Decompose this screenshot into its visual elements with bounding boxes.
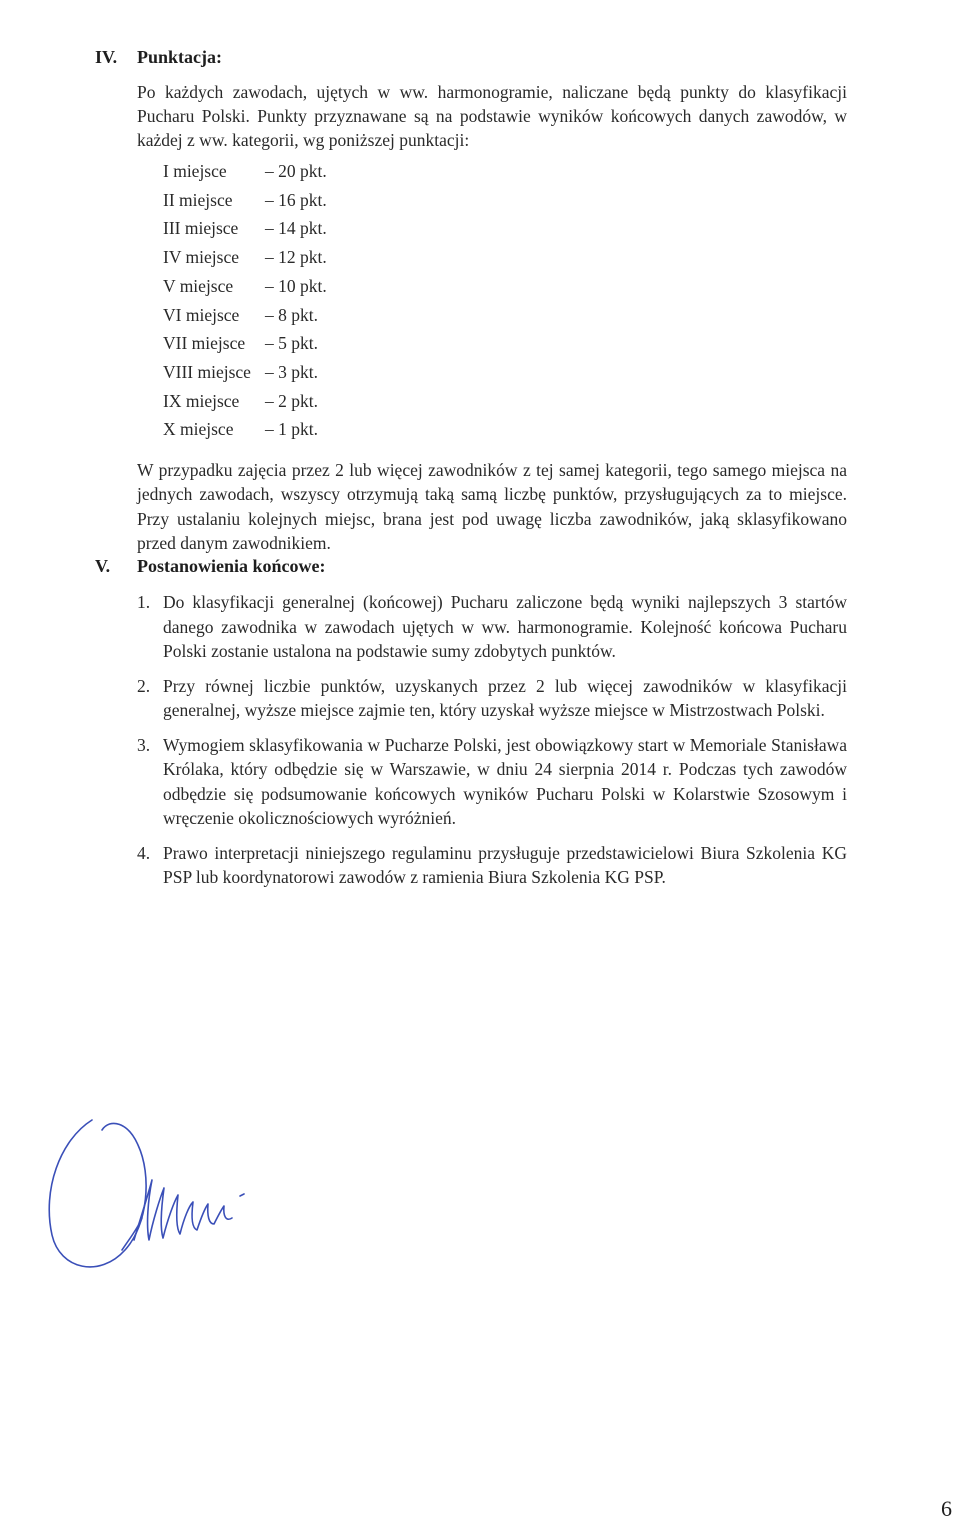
tie-rule-paragraph: W przypadku zajęcia przez 2 lub więcej zawodników z tej samej kategorii, tego samego miejsca na jednych zawodach, wszyscy otrzymują taką samą liczbę punktów, przysługujących za to miejsce. Przy ustalaniu kolejnych miejsc, brana jest pod uwagę liczba zawodników, jaką sklasyfikowano przed danym zawodnikiem. <box>137 460 847 553</box>
provision-number: 4. <box>137 842 151 863</box>
provision-text: Prawo interpretacji niniejszego regulaminu przysługuje przedstawicielowi Biura Szkolenia KG PSP lub koordynatorowi zawodów z ramienia Biura Szkolenia KG PSP. <box>163 842 847 887</box>
points-row <box>163 214 327 243</box>
provision-number: 3. <box>137 734 151 755</box>
provision-item <box>137 590 847 664</box>
points-row <box>163 272 327 301</box>
place-label: V miejsce <box>163 275 234 296</box>
page-number: 6 <box>941 1496 952 1521</box>
final-provisions-list <box>137 590 847 900</box>
points-value: – 12 pkt. <box>265 247 327 268</box>
section-iv-title: Punktacja: <box>137 47 222 67</box>
section-v-number: V. <box>95 556 111 576</box>
provision-number: 2. <box>137 675 151 696</box>
provision-item <box>137 733 847 831</box>
provision-number: 1. <box>137 592 151 612</box>
provision-item <box>137 841 847 890</box>
place-label: I miejsce <box>163 161 227 181</box>
points-row <box>163 157 327 186</box>
place-label: VIII miejsce <box>163 361 251 382</box>
points-row <box>163 243 327 272</box>
section-v-heading <box>95 556 326 577</box>
points-row <box>163 415 327 444</box>
points-value: – 14 pkt. <box>265 218 327 239</box>
points-value: – 3 pkt. <box>265 361 318 382</box>
section-iv-heading <box>95 47 222 68</box>
points-table <box>163 157 327 444</box>
place-label: III miejsce <box>163 218 239 239</box>
provision-text: Do klasyfikacji generalnej (końcowej) Pucharu zaliczone będą wyniki najlepszych 3 startów danego zawodnika w zawodach ujętych w ww. harmonogramie. Kolejność końcowa Pucharu Polski zostanie ustalona na podstawie sumy zdobytych punktów. <box>163 592 847 661</box>
points-value: – 5 pkt. <box>265 333 318 354</box>
section-v-title: Postanowienia końcowe: <box>137 556 326 576</box>
points-row <box>163 387 327 416</box>
scoring-intro: Po każdych zawodach, ujętych w ww. harmonogramie, naliczane będą punkty do klasyfikacji Pucharu Polski. Punkty przyznawane są na podstawie wyników końcowych danych zawodów, w każdej z ww. kategorii, wg poniższej punktacji: <box>137 82 847 150</box>
points-value: – 20 pkt. <box>265 161 327 181</box>
place-label: IX miejsce <box>163 390 240 411</box>
points-value: – 1 pkt. <box>265 419 318 440</box>
points-value: – 8 pkt. <box>265 304 318 325</box>
place-label: VI miejsce <box>163 304 240 325</box>
provision-item <box>137 674 847 723</box>
place-label: VII miejsce <box>163 333 246 354</box>
place-label: II miejsce <box>163 189 233 210</box>
place-label: IV miejsce <box>163 247 239 268</box>
points-value: – 16 pkt. <box>265 189 327 210</box>
section-iv-number: IV. <box>95 47 118 67</box>
points-value: – 2 pkt. <box>265 390 318 411</box>
provision-text: Przy równej liczbie punktów, uzyskanych przez 2 lub więcej zawodników w klasyfikacji generalnej, wyższe miejsce zajmie ten, który uzyskał wyższe miejsce w Mistrzostwach Polski. <box>163 675 847 720</box>
points-row <box>163 358 327 387</box>
points-row <box>163 186 327 215</box>
signature-drawing <box>30 1100 290 1320</box>
provision-text: Wymogiem sklasyfikowania w Pucharze Polski, jest obowiązkowy start w Memoriale Stanisława Królaka, który odbędzie się w Warszawie, w dniu 24 sierpnia 2014 r. Podczas tych zawodów odbędzie się podsumowanie końcowych wyników Pucharu Polski w Kolarstwie Szosowym i wręczenie okolicznościowych wyróżnień. <box>163 734 847 828</box>
points-row <box>163 301 327 330</box>
handwritten-signature <box>30 1100 290 1325</box>
points-row <box>163 329 327 358</box>
points-value: – 10 pkt. <box>265 275 327 296</box>
place-label: X miejsce <box>163 419 234 440</box>
